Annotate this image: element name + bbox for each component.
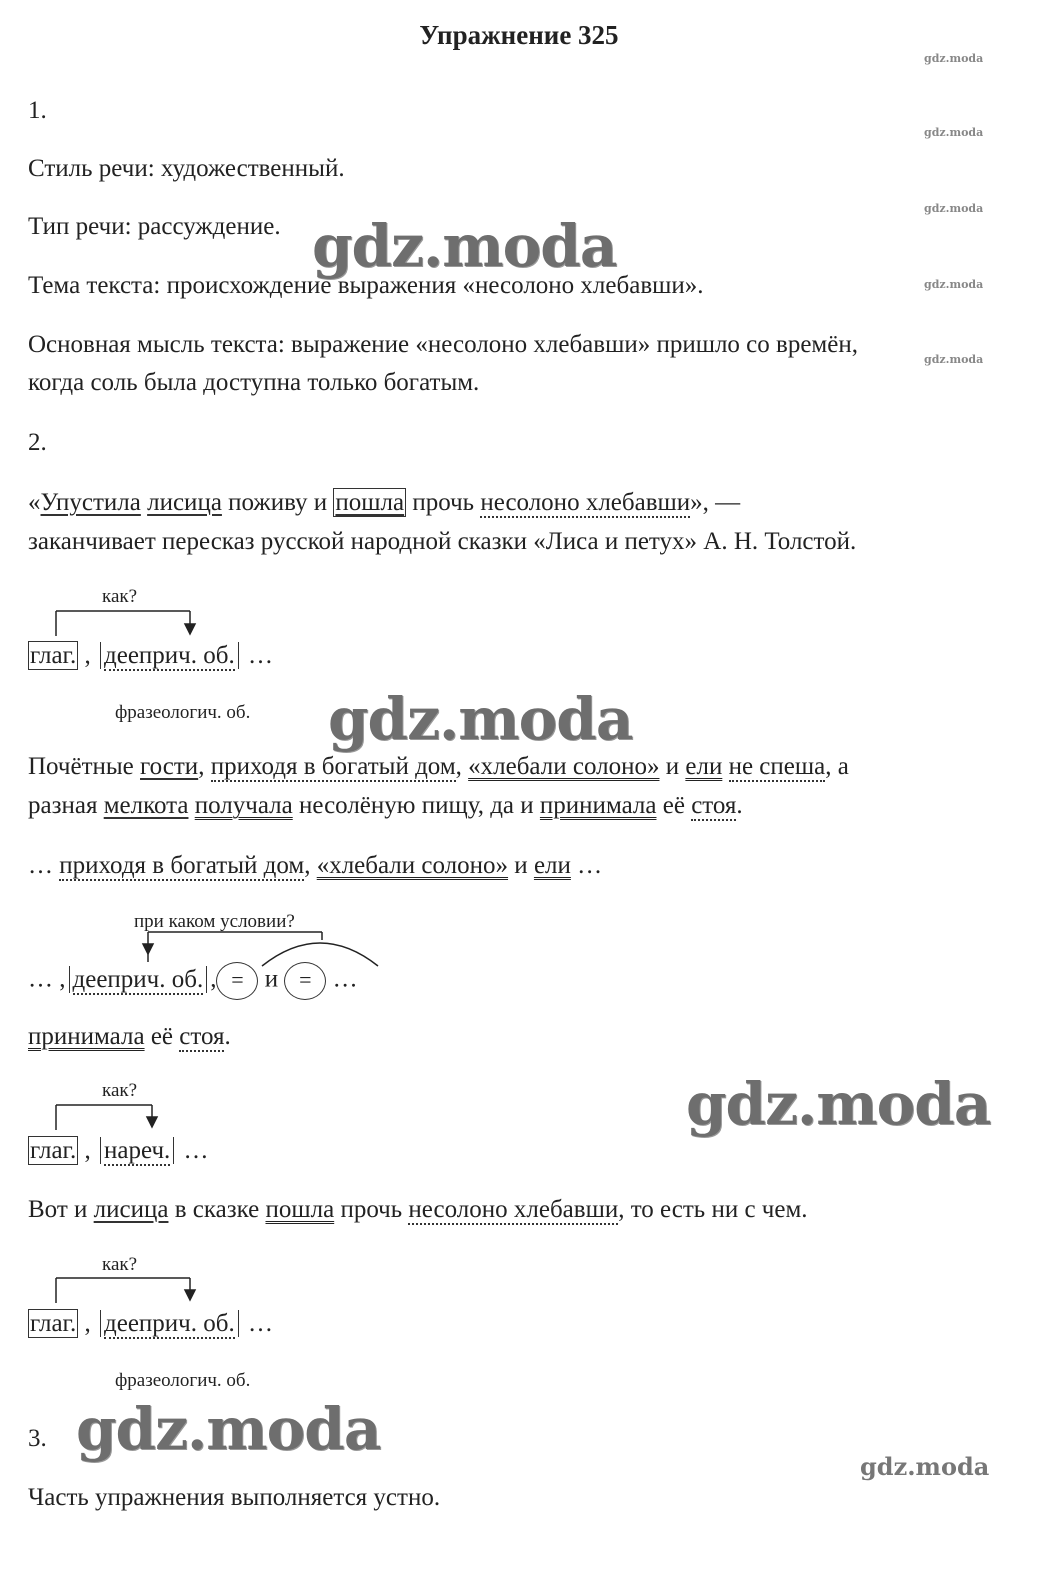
section-2-number: 2. (28, 429, 47, 456)
plain-text: », — (690, 489, 741, 516)
predicate-word: «хлебали солоно» (468, 753, 660, 780)
predicate-word: ели (533, 852, 571, 879)
speech-type: Тип речи: рассуждение. (28, 213, 281, 240)
subject-word: лисица (147, 489, 222, 516)
ellipsis: … (247, 642, 273, 669)
main-idea-line2: когда соль была доступна только богатым. (28, 369, 480, 396)
scheme-1 (28, 641, 273, 671)
watermark: gdz.moda (860, 1452, 990, 1481)
predicate-word: «хлебали солоно» (316, 852, 509, 879)
subject-word: лисица (93, 1196, 169, 1223)
participle-phrase: дееприч. об. (104, 1310, 235, 1337)
watermark-small: gdz.moda (924, 126, 984, 139)
watermark: gdz.moda (328, 685, 633, 753)
scheme-2-question: при каком условии? (134, 911, 295, 932)
participle-phrase: приходя в богатый дом (210, 753, 456, 780)
scheme-1-question: как? (102, 586, 138, 607)
subject-word: мелкота (103, 792, 189, 819)
predicate-oval: = (284, 962, 326, 1000)
participle-phrase: дееприч. об. (72, 965, 204, 993)
main-idea-line1: Основная мысль текста: выражение «несолоно хлебавши» пришло со времён, (28, 331, 858, 358)
adverbial-phrase: несолоно хлебавши (480, 489, 691, 516)
scheme-4-question: как? (102, 1254, 138, 1275)
adverbial-word: не спеша (728, 753, 826, 780)
predicate-word: пошла (265, 1196, 335, 1223)
scheme-3-question: как? (102, 1080, 138, 1101)
predicate-boxed: пошла (335, 489, 405, 516)
adverbial-word: стоя (691, 792, 737, 819)
plain-text: прочь (412, 489, 475, 516)
sentence-2-line1: Почётные гости, приходя в богатый дом, «хлебали солоно» и ели не спеша, а (28, 753, 849, 780)
watermark: gdz.moda (312, 212, 617, 280)
adverb: нареч. (104, 1137, 171, 1164)
predicate-word: принимала (539, 792, 657, 819)
scheme-3: глаг. , нареч. … (30, 1137, 209, 1164)
predicate-word: Упустила (40, 489, 141, 516)
speech-style: Стиль речи: художественный. (28, 155, 345, 182)
adverbial-phrase: несолоно хлебавши (408, 1196, 619, 1223)
page-title: Упражнение 325 (419, 20, 619, 50)
predicate-word: получала (194, 792, 293, 819)
watermark: gdz.moda (76, 1395, 381, 1463)
excerpt-1: … приходя в богатый дом, «хлебали солоно» и ели … (28, 852, 603, 879)
verb-box: глаг. (30, 1137, 77, 1164)
scheme-1-note: фразеологич. об. (115, 702, 251, 723)
subject-word: гости (140, 753, 199, 780)
verb-box: глаг. (30, 642, 77, 669)
predicate-word: принимала (28, 1023, 145, 1050)
participle-phrase: приходя в богатый дом (59, 852, 305, 879)
comma: , (84, 642, 91, 669)
watermark-small: gdz.moda (924, 278, 984, 291)
adverbial-word: стоя (179, 1023, 225, 1050)
sentence-2-line2: разная мелкота получала несолёную пищу, да и принимала её стоя. (28, 792, 743, 819)
participle-phrase: дееприч. об. (104, 642, 235, 669)
verb-box: глаг. (30, 1310, 77, 1337)
excerpt-2: принимала её стоя. (28, 1023, 231, 1050)
predicate-word: ели (685, 753, 723, 780)
watermark: gdz.moda (686, 1070, 991, 1138)
plain-text: Почётные (28, 753, 134, 780)
watermark-small: gdz.moda (924, 52, 984, 65)
scheme-4: глаг. , дееприч. об. … (30, 1310, 273, 1337)
watermark-small: gdz.moda (924, 353, 984, 366)
quote-mark: « (28, 489, 41, 516)
section-1-number: 1. (28, 97, 47, 124)
text-theme: Тема текста: происхождение выражения «несолоно хлебавши». (28, 272, 704, 299)
scheme-4-note: фразеологич. об. (115, 1370, 251, 1391)
predicate-oval: = (216, 962, 258, 1000)
scheme-2: … , дееприч. об. , = и = … (28, 962, 358, 1000)
watermark-small: gdz.moda (924, 202, 984, 215)
section-3-text: Часть упражнения выполняется устно. (28, 1484, 441, 1511)
plain-text: поживу и (228, 489, 328, 516)
sentence-1-line2: заканчивает пересказ русской народной сказки «Лиса и петух» А. Н. Толстой. (28, 528, 857, 555)
section-3-number: 3. (28, 1425, 47, 1452)
sentence-3: Вот и лисица в сказке пошла прочь несолоно хлебавши, то есть ни с чем. (28, 1196, 808, 1223)
